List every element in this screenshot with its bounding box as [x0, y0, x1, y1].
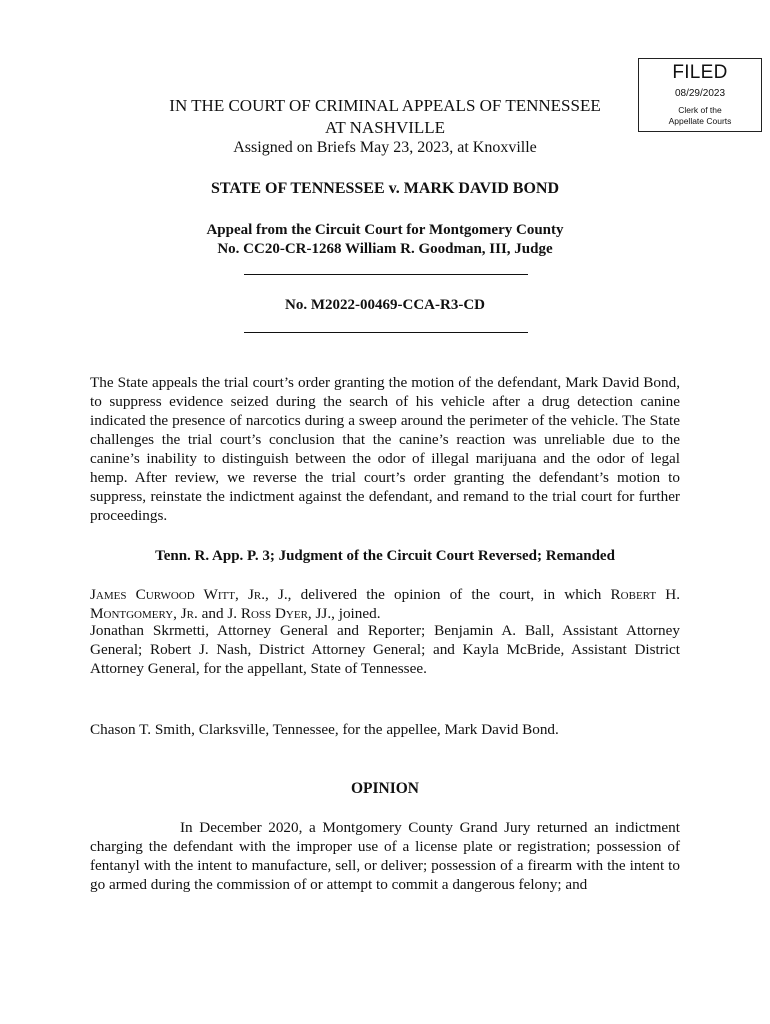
- authorship-text3: , JJ., joined.: [307, 605, 381, 622]
- case-abstract: The State appeals the trial court’s order granting the motion of the defendant, Mark David Bond, to suppress evidence seized during the search of his vehicle after a drug detection canine indicated the presence of narcotics during a sweep around the perimeter of the vehicle. The State challenges the trial court’s conclusion that the canine’s reaction was unreliable due to the canine’s inability to distinguish between the odor of illegal marijuana and the odor of legal hemp. After review, we reverse the trial court’s order granting the defendant’s motion to suppress, reinstate the indictment against the defendant, and remand to the trial court for further proceedings.: [90, 374, 680, 524]
- stamp-clerk-line: Clerk of the: [678, 105, 722, 115]
- court-name: [90, 95, 680, 139]
- opinion-paragraph: [90, 818, 680, 894]
- stamp-title: FILED: [672, 62, 728, 83]
- counsel-appellee: Chason T. Smith, Clarksville, Tennessee, for the appellee, Mark David Bond.: [90, 721, 559, 738]
- appeal-court-line: Appeal from the Circuit Court for Montgomery County: [206, 222, 564, 238]
- counsel-appellant: Jonathan Skrmetti, Attorney General and Reporter; Benjamin A. Ball, Assistant Attorney General; Robert J. Nash, District Attorney General; and Kayla McBride, Assistant District Attorney General, for the appellant, State of Tennessee.: [90, 622, 680, 677]
- divider-top: [244, 274, 528, 275]
- joining-judge-1: Robert H. Montgomery, Jr.: [90, 586, 681, 622]
- authorship-text2: and J.: [197, 605, 241, 622]
- author-name: James Curwood Witt, Jr.: [90, 586, 265, 603]
- joining-judge-2: Ross Dyer: [240, 605, 308, 622]
- stamp-date: 08/29/2023: [674, 88, 726, 99]
- case-caption: STATE OF TENNESSEE v. MARK DAVID BOND: [210, 180, 560, 197]
- holding-line: Tenn. R. App. P. 3; Judgment of the Circuit Court Reversed; Remanded: [155, 548, 615, 564]
- authorship-paragraph: [90, 585, 680, 623]
- court-name-line1: IN THE COURT OF CRIMINAL APPEALS OF TENNESSEE: [169, 96, 601, 115]
- trial-case-line: No. CC20-CR-1268 William R. Goodman, III, Judge: [217, 241, 553, 257]
- opinion-text: In December 2020, a Montgomery County Grand Jury returned an indictment charging the defendant with the improper use of a license plate or registration; possession of fentanyl with the intent to manufacture, sell, or deliver; possession of a firearm with the intent to go armed during the commission of or attempt to commit a dangerous felony; and: [90, 819, 680, 893]
- court-name-line2: AT NASHVILLE: [324, 118, 446, 137]
- authorship-text1: , J., delivered the opinion of the court, in which: [265, 586, 611, 603]
- docket-number: No. M2022-00469-CCA-R3-CD: [285, 297, 485, 313]
- appeal-info: [90, 221, 680, 259]
- divider-bottom: [244, 332, 528, 333]
- opinion-heading: OPINION: [350, 780, 420, 797]
- assigned-line: Assigned on Briefs May 23, 2023, at Knoxville: [233, 139, 537, 156]
- stamp-courts-line: Appellate Courts: [668, 116, 732, 126]
